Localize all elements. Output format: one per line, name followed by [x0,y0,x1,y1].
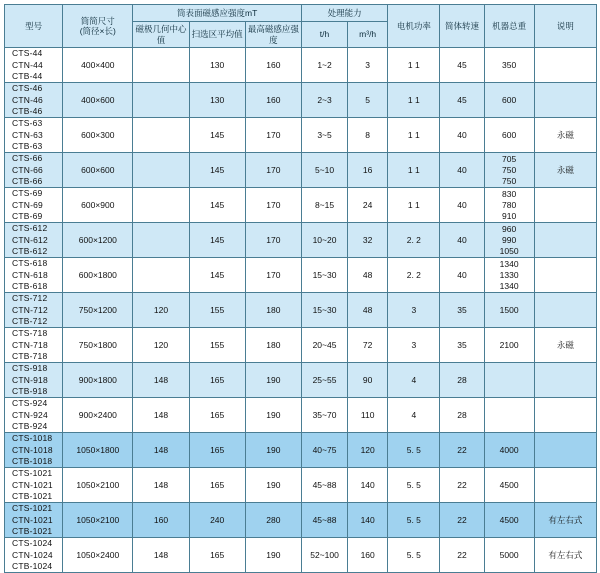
cell-drum-size: 1050×1800 [63,433,133,468]
cell-drum-size: 600×600 [63,153,133,188]
cell-capacity-m3h: 90 [348,363,388,398]
header-capacity-m3h: m³/h [348,22,388,48]
cell-flux-center: 120 [133,328,189,363]
cell-drum-size: 900×2400 [63,398,133,433]
cell-capacity-th: 15~30 [301,293,347,328]
cell-capacity-m3h: 48 [348,293,388,328]
cell-flux-center: 148 [133,433,189,468]
cell-flux-avg: 240 [189,503,245,538]
cell-motor-power: 1 1 [388,118,440,153]
cell-remark: 永磁 [534,153,596,188]
cell-flux-max: 160 [245,83,301,118]
cell-flux-avg: 155 [189,293,245,328]
cell-motor-power: 1 1 [388,188,440,223]
cell-flux-center: 148 [133,363,189,398]
cell-machine-weight: 600 [484,83,534,118]
cell-flux-max: 170 [245,118,301,153]
cell-capacity-m3h: 160 [348,538,388,573]
cell-remark [534,398,596,433]
cell-capacity-th: 45~88 [301,468,347,503]
table-row [5,48,597,83]
table-row [5,188,597,223]
magnetic-separator-spec-table [4,4,597,573]
cell-drum-size: 600×900 [63,188,133,223]
cell-model: CTS-1024 CTN-1024 CTB-1024 [5,538,63,573]
cell-machine-weight: 960 990 1050 [484,223,534,258]
cell-machine-weight: 350 [484,48,534,83]
cell-remark [534,258,596,293]
cell-model: CTS-1021 CTN-1021 CTB-1021 [5,468,63,503]
cell-machine-weight: 4500 [484,503,534,538]
table-row [5,118,597,153]
cell-capacity-m3h: 72 [348,328,388,363]
cell-motor-power: 5. 5 [388,433,440,468]
cell-capacity-th: 52~100 [301,538,347,573]
cell-flux-max: 160 [245,48,301,83]
cell-drum-speed: 28 [440,398,484,433]
cell-flux-center [133,48,189,83]
cell-machine-weight: 4500 [484,468,534,503]
cell-capacity-th: 40~75 [301,433,347,468]
cell-flux-center: 160 [133,503,189,538]
header-capacity: 处理能力 [301,5,387,22]
cell-flux-avg: 165 [189,363,245,398]
cell-motor-power: 2. 2 [388,223,440,258]
cell-motor-power: 1 1 [388,83,440,118]
header-drum-size-main: 筒简尺寸 [80,15,115,26]
cell-flux-avg: 130 [189,83,245,118]
cell-flux-max: 180 [245,328,301,363]
cell-capacity-th: 35~70 [301,398,347,433]
cell-flux-max: 170 [245,258,301,293]
cell-flux-max: 170 [245,188,301,223]
table-header [5,5,597,48]
cell-motor-power: 3 [388,293,440,328]
table-row [5,83,597,118]
cell-drum-size: 1050×2100 [63,503,133,538]
cell-flux-avg: 145 [189,258,245,293]
cell-drum-size: 750×1800 [63,328,133,363]
cell-flux-avg: 145 [189,223,245,258]
cell-model: CTS-46 CTN-46 CTB-46 [5,83,63,118]
cell-drum-size: 600×1800 [63,258,133,293]
cell-flux-avg: 165 [189,398,245,433]
cell-capacity-th: 5~10 [301,153,347,188]
cell-motor-power: 1 1 [388,48,440,83]
header-drum-size [63,5,133,48]
cell-flux-avg: 145 [189,153,245,188]
header-machine-weight: 机器总重 [484,5,534,48]
cell-machine-weight: 2100 [484,328,534,363]
cell-capacity-m3h: 140 [348,468,388,503]
header-flux-max: 最高磁感应强度 [245,22,301,48]
cell-motor-power: 5. 5 [388,503,440,538]
table-body [5,48,597,573]
cell-machine-weight: 600 [484,118,534,153]
table-row [5,328,597,363]
cell-machine-weight [484,363,534,398]
cell-drum-speed: 22 [440,468,484,503]
cell-machine-weight: 1340 1330 1340 [484,258,534,293]
cell-capacity-th: 15~30 [301,258,347,293]
cell-capacity-m3h: 32 [348,223,388,258]
cell-capacity-m3h: 48 [348,258,388,293]
cell-model: CTS-1018 CTN-1018 CTB-1018 [5,433,63,468]
cell-flux-avg: 165 [189,468,245,503]
cell-flux-max: 190 [245,398,301,433]
cell-model: CTS-718 CTN-718 CTB-718 [5,328,63,363]
cell-motor-power: 3 [388,328,440,363]
cell-capacity-th: 3~5 [301,118,347,153]
cell-flux-center [133,118,189,153]
cell-remark [534,363,596,398]
cell-drum-speed: 35 [440,293,484,328]
cell-model: CTS-918 CTN-918 CTB-918 [5,363,63,398]
cell-flux-max: 180 [245,293,301,328]
cell-model: CTS-44 CTN-44 CTB-44 [5,48,63,83]
cell-capacity-m3h: 140 [348,503,388,538]
cell-capacity-m3h: 24 [348,188,388,223]
cell-flux-max: 170 [245,223,301,258]
cell-machine-weight: 5000 [484,538,534,573]
header-drum-speed-l1: 简体转速 [444,20,479,31]
cell-drum-speed: 40 [440,188,484,223]
cell-flux-max: 170 [245,153,301,188]
cell-drum-speed: 22 [440,503,484,538]
cell-flux-center: 148 [133,538,189,573]
cell-model: CTS-618 CTN-618 CTB-618 [5,258,63,293]
cell-motor-power: 1 1 [388,153,440,188]
cell-capacity-m3h: 110 [348,398,388,433]
cell-drum-size: 1050×2400 [63,538,133,573]
cell-drum-speed: 40 [440,118,484,153]
cell-capacity-th: 8~15 [301,188,347,223]
cell-drum-speed: 45 [440,83,484,118]
header-motor-power: 电机功率 [388,5,440,48]
table-row [5,398,597,433]
cell-drum-speed: 45 [440,48,484,83]
table-row [5,503,597,538]
cell-capacity-th: 20~45 [301,328,347,363]
cell-machine-weight: 4000 [484,433,534,468]
cell-capacity-m3h: 3 [348,48,388,83]
table-row [5,363,597,398]
cell-drum-size: 400×600 [63,83,133,118]
cell-drum-speed: 40 [440,153,484,188]
cell-drum-size: 750×1200 [63,293,133,328]
cell-capacity-th: 1~2 [301,48,347,83]
cell-motor-power: 4 [388,398,440,433]
cell-motor-power: 5. 5 [388,468,440,503]
cell-flux-center [133,223,189,258]
cell-capacity-th: 45~88 [301,503,347,538]
cell-remark: 永磁 [534,328,596,363]
cell-flux-avg: 165 [189,538,245,573]
cell-remark: 永磁 [534,118,596,153]
cell-remark [534,188,596,223]
header-remark: 说明 [534,5,596,48]
cell-machine-weight [484,398,534,433]
cell-remark [534,468,596,503]
cell-model: CTS-1021 CTN-1021 CTB-1021 [5,503,63,538]
header-drum-size-sub: (筒径×长) [79,26,116,37]
cell-flux-max: 190 [245,468,301,503]
cell-flux-avg: 155 [189,328,245,363]
cell-flux-center [133,188,189,223]
cell-machine-weight: 705 750 750 [484,153,534,188]
cell-model: CTS-66 CTN-66 CTB-66 [5,153,63,188]
cell-flux-avg: 145 [189,188,245,223]
cell-drum-size: 600×300 [63,118,133,153]
cell-flux-avg: 165 [189,433,245,468]
table-row [5,468,597,503]
cell-drum-size: 1050×2100 [63,468,133,503]
cell-remark [534,223,596,258]
cell-capacity-m3h: 5 [348,83,388,118]
cell-model: CTS-63 CTN-63 CTB-63 [5,118,63,153]
table-row [5,223,597,258]
cell-motor-power: 5. 5 [388,538,440,573]
cell-flux-avg: 130 [189,48,245,83]
cell-drum-speed: 28 [440,363,484,398]
cell-flux-center [133,258,189,293]
cell-drum-speed: 22 [440,433,484,468]
cell-model: CTS-612 CTN-612 CTB-612 [5,223,63,258]
cell-machine-weight: 1500 [484,293,534,328]
cell-capacity-th: 10~20 [301,223,347,258]
cell-flux-max: 190 [245,363,301,398]
cell-drum-speed: 35 [440,328,484,363]
cell-remark: 有左右式 [534,538,596,573]
cell-capacity-th: 25~55 [301,363,347,398]
cell-capacity-m3h: 120 [348,433,388,468]
cell-machine-weight: 830 780 910 [484,188,534,223]
cell-drum-size: 400×400 [63,48,133,83]
cell-flux-avg: 145 [189,118,245,153]
header-flux-avg: 扫选区平均值 [189,22,245,48]
table-row [5,293,597,328]
header-capacity-th: t/h [301,22,347,48]
cell-model: CTS-712 CTN-712 CTB-712 [5,293,63,328]
cell-flux-center: 148 [133,398,189,433]
cell-flux-max: 190 [245,433,301,468]
header-drum-speed [440,5,484,48]
cell-model: CTS-69 CTN-69 CTB-69 [5,188,63,223]
cell-remark [534,83,596,118]
cell-model: CTS-924 CTN-924 CTB-924 [5,398,63,433]
header-flux-center: 磁极几何中心值 [133,22,189,48]
cell-motor-power: 2. 2 [388,258,440,293]
cell-flux-center: 120 [133,293,189,328]
table-row [5,258,597,293]
cell-motor-power: 4 [388,363,440,398]
cell-flux-max: 280 [245,503,301,538]
cell-capacity-th: 2~3 [301,83,347,118]
cell-flux-center: 148 [133,468,189,503]
cell-remark [534,48,596,83]
header-surface-flux: 筒表面磁感应强度mT [133,5,302,22]
cell-flux-center [133,83,189,118]
cell-remark [534,293,596,328]
cell-remark: 有左右式 [534,503,596,538]
header-model: 型号 [5,5,63,48]
cell-capacity-m3h: 16 [348,153,388,188]
cell-capacity-m3h: 8 [348,118,388,153]
cell-drum-speed: 40 [440,223,484,258]
cell-drum-speed: 40 [440,258,484,293]
cell-drum-size: 900×1800 [63,363,133,398]
table-row [5,538,597,573]
table-row [5,153,597,188]
table-row [5,433,597,468]
cell-drum-speed: 22 [440,538,484,573]
cell-flux-center [133,153,189,188]
cell-drum-size: 600×1200 [63,223,133,258]
cell-remark [534,433,596,468]
cell-flux-max: 190 [245,538,301,573]
